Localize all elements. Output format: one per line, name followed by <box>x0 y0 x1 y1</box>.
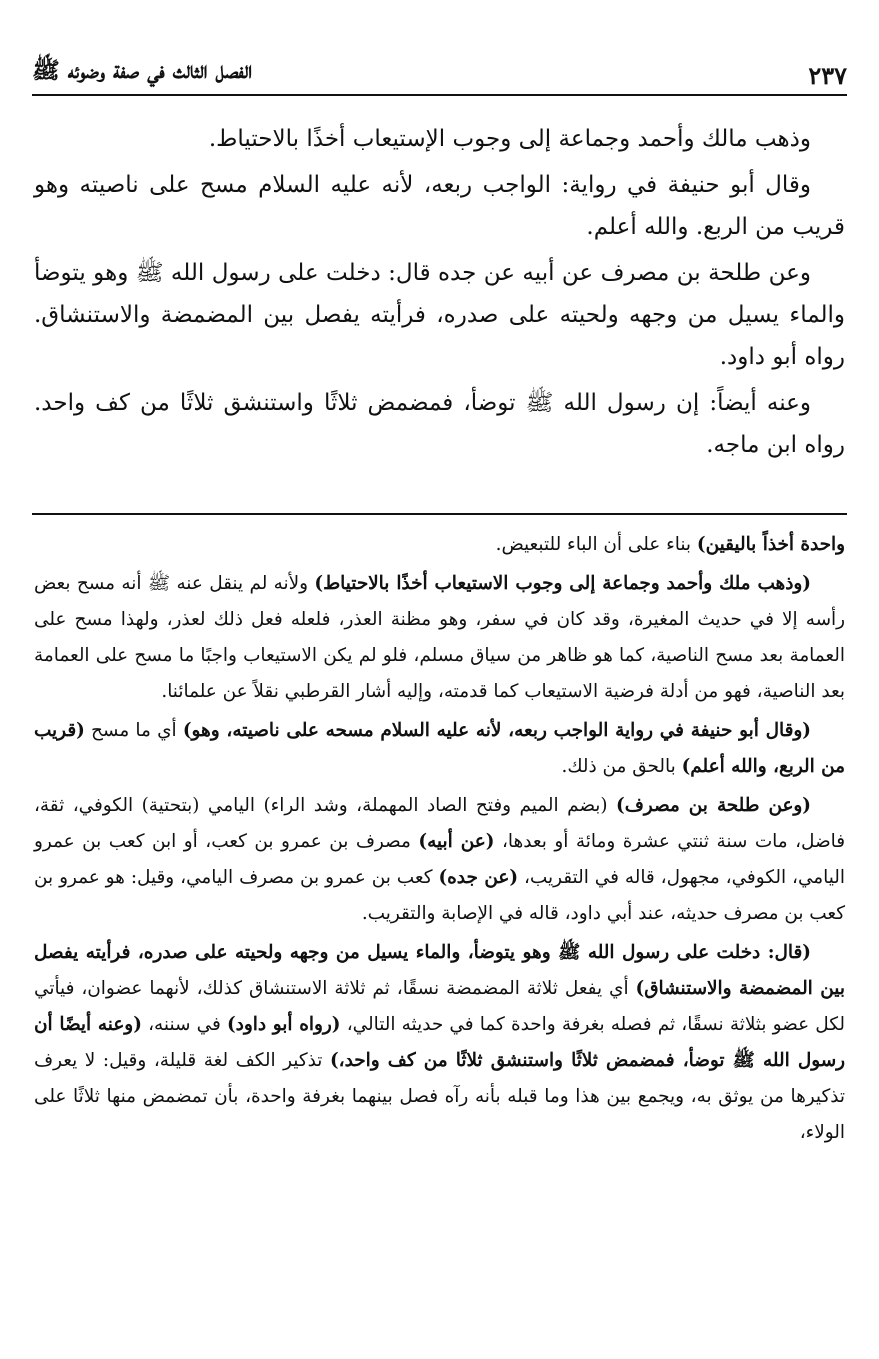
commentary-paragraph <box>34 935 845 1151</box>
commentary-segment: مصرف بن عمرو بن كعب، أو ابن كعب بن عمرو اليامي، الكوفي، مجهول، قاله في التقريب، <box>34 831 846 888</box>
commentary-segment: (بضم الميم وفتح الصاد المهملة، وشد الراء) اليامي (بتحتية) الكوفي، ثقة، فاضل، مات سنة ثنتي عشرة ومائة أو بعدها، <box>34 795 845 852</box>
main-paragraph: وعن طلحة بن مصرف عن أبيه عن جده قال: دخلت على رسول الله ﷺ وهو يتوضأ والماء يسيل من وجهه ولحيته على صدره، فرأيته يفصل بين المضمضة والاستنشاق. رواه أبو داود. <box>34 260 845 370</box>
commentary-segment: أي ما مسح <box>84 720 183 741</box>
quoted-text: (عن جده) <box>438 867 519 888</box>
quoted-text: (وعنه أيضًا أن رسول الله ﷺ توضأ، فمضمض ثلاثًا واستنشق ثلاثًا من كف واحد،) <box>34 1014 845 1071</box>
commentary-segment: تذكير الكف لغة قليلة، وقيل: لا يعرف تذكيرها من يوثق به، ويجمع بين هذا وما قبله بأنه رآه فصل بينهما بغرفة واحدة، بأن تمضمض منها ثلاثًا على الولاء، <box>34 1050 845 1143</box>
commentary-paragraph <box>34 788 845 932</box>
quoted-text: (وذهب ملك وأحمد وجماعة إلى وجوب الاستيعاب أخذًا بالاحتياط) <box>314 573 811 594</box>
main-text <box>34 118 845 470</box>
commentary-paragraph <box>34 713 845 785</box>
commentary-segment: ولأنه لم ينقل عنه ﷺ أنه مسح بعض رأسه إلا في حديث المغيرة، وقد كان في سفر، وهو مظنة العذر، فلعله فعل ذلك لعذر، ولهذا مسح على العمامة بعد مسح الناصية، كما هو ظاهر من سياق مسلم، فلو لم يكن الاستيعاب واجبًا ما مسح على العمامة بعد الناصية، فهو من أدلة فرضية الاستيعاب كما قدمته، وإليه أشار القرطبي نقلاً عن علمائنا. <box>34 573 845 702</box>
quoted-text: (قريب من الربع، والله أعلم) <box>34 720 845 777</box>
commentary-segment: بالحق من ذلك. <box>561 756 682 777</box>
commentary-paragraph <box>34 527 845 563</box>
commentary-paragraph <box>34 566 845 710</box>
quoted-text: (قال: دخلت على رسول الله ﷺ وهو يتوضأ، والماء يسيل من وجهه ولحيته على صدره، فرأيته يفصل بين المضمضة والاستنشاق) <box>34 942 845 999</box>
page-number: ٢٣٧ <box>808 61 847 90</box>
section-divider <box>32 513 847 515</box>
running-head: الفصل الثالث في صفة وضوئه ﷺ <box>32 57 253 84</box>
commentary-text <box>34 527 845 1154</box>
commentary-segment: في سننه، <box>141 1014 227 1035</box>
page-header <box>32 54 847 96</box>
main-paragraph: وعنه أيضاً: إن رسول الله ﷺ توضأ، فمضمض ثلاثًا واستنشق ثلاثًا من كف واحد. رواه ابن ماجه. <box>34 390 845 458</box>
quoted-text: واحدة أخذاً باليقين) <box>696 534 845 555</box>
commentary-segment: بناء على أن الباء للتبعيض. <box>495 534 697 555</box>
main-paragraph: وقال أبو حنيفة في رواية: الواجب ربعه، لأنه عليه السلام مسح على ناصيته وهو قريب من الربع. والله أعلم. <box>34 172 845 240</box>
quoted-text: (رواه أبو داود) <box>226 1014 341 1035</box>
quoted-text: (وعن طلحة بن مصرف) <box>616 795 811 816</box>
commentary-segment: كعب بن عمرو بن مصرف اليامي، وقيل: هو عمرو بن كعب بن مصرف حديثه، عند أبي داود، قاله في الإصابة والتقريب. <box>34 867 845 924</box>
commentary-segment: أي يفعل ثلاثة المضمضة نسقًا، ثم ثلاثة الاستنشاق كذلك، لأنهما عضوان، فيأتي لكل عضو بثلاثة نسقًا، ثم فصله بغرفة واحدة كما في حديثه التالي، <box>34 978 845 1035</box>
quoted-text: (وقال أبو حنيفة في رواية الواجب ربعه، لأنه عليه السلام مسحه على ناصيته، وهو) <box>182 720 811 741</box>
main-paragraph: وذهب مالك وأحمد وجماعة إلى وجوب الإستيعاب أخذًا بالاحتياط. <box>208 126 811 152</box>
quoted-text: (عن أبيه) <box>418 831 495 852</box>
